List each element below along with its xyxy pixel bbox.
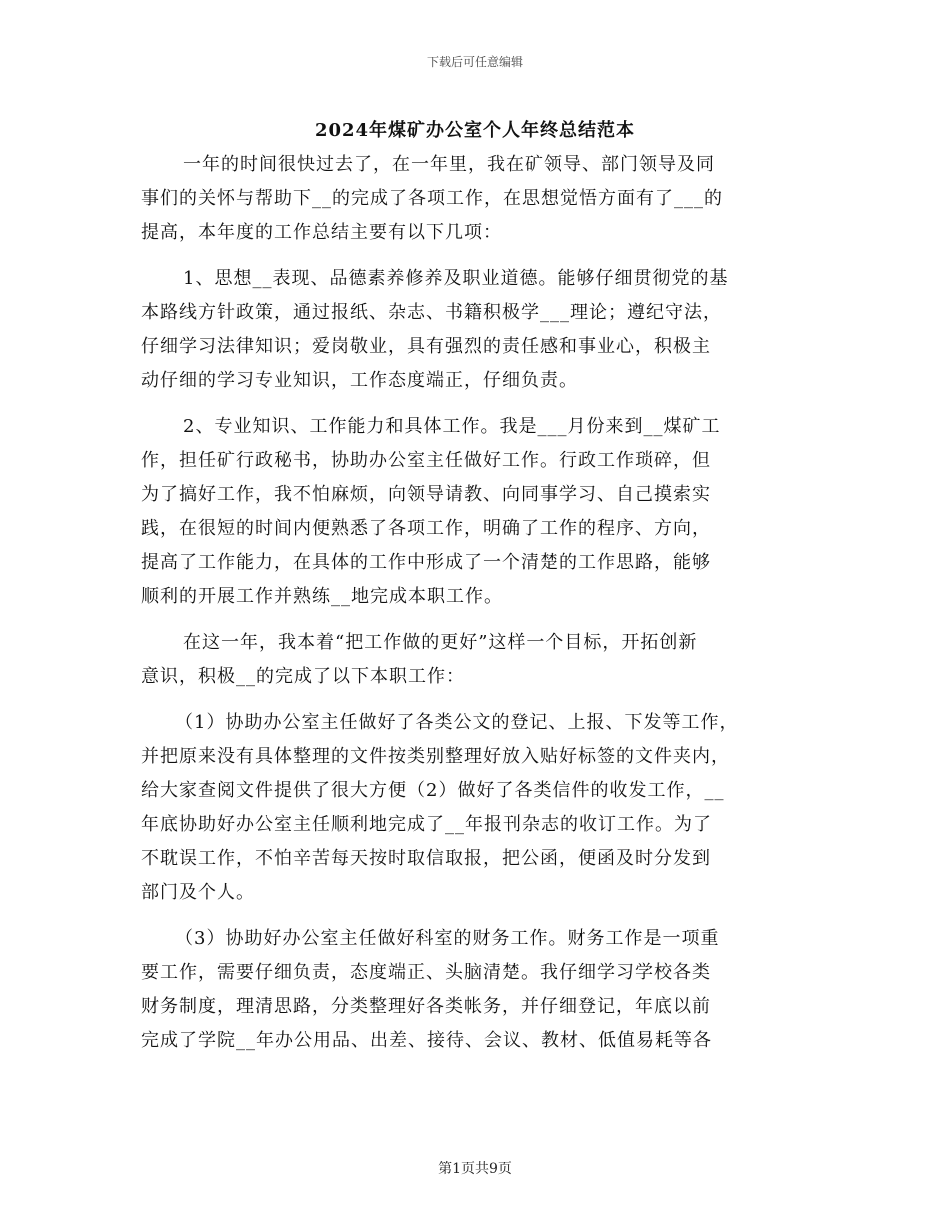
text-line: 部门及个人。 (141, 882, 255, 903)
text-line: 顺利的开展工作并熟练__地完成本职工作。 (141, 586, 503, 607)
text-line: 并把原来没有具体整理的文件按类别整理好放入贴好标签的文件夹内， (141, 746, 730, 767)
text-line: 动仔细的学习专业知识，工作态度端正，仔细负责。 (141, 370, 578, 391)
paragraph (141, 410, 811, 614)
paragraph (141, 922, 811, 1058)
text-line: 年底协助好办公室主任顺利地完成了__年报刊杂志的收订工作。为了 (141, 814, 712, 835)
text-line: 本路线方针政策，通过报纸、杂志、书籍积极学___理论；遵纪守法， (141, 302, 722, 323)
text-line: 2、专业知识、工作能力和具体工作。我是___月份来到__煤矿工 (183, 416, 721, 437)
document-body (141, 148, 811, 1058)
paragraph (141, 626, 811, 694)
text-line: 一年的时间很快过去了，在一年里，我在矿领导、部门领导及同 (183, 154, 715, 175)
text-line: 要工作，需要仔细负责，态度端正、头脑清楚。我仔细学习学校各类 (141, 962, 711, 983)
page-header-note: 下载后可任意编辑 (426, 55, 523, 69)
text-line: 在这一年，我本着“把工作做的更好”这样一个目标，开拓创新 (183, 632, 698, 653)
text-line: 给大家查阅文件提供了很大方便（2）做好了各类信件的收发工作，__ (141, 780, 725, 801)
page-number: 第1页共9页 (438, 1161, 512, 1177)
text-line: 为了搞好工作，我不怕麻烦，向领导请教、向同事学习、自己摸索实 (141, 484, 711, 505)
paragraph (141, 148, 811, 250)
text-line: 意识，积极__的完成了以下本职工作： (141, 666, 465, 687)
text-line: 事们的关怀与帮助下__的完成了各项工作，在思想觉悟方面有了___的 (141, 188, 723, 209)
text-line: 不耽误工作，不怕辛苦每天按时取信取报，把公函，便函及时分发到 (141, 848, 711, 869)
text-line: 完成了学院__年办公用品、出差、接待、会议、教材、低值易耗等各 (141, 1030, 712, 1051)
text-line: 提高，本年度的工作总结主要有以下几项： (141, 222, 502, 243)
text-line: 践，在很短的时间内便熟悉了各项工作，明确了工作的程序、方向， (141, 518, 711, 539)
text-line: 1、思想__表现、品德素养修养及职业道德。能够仔细贯彻党的基 (183, 268, 729, 289)
paragraph (141, 706, 811, 910)
text-line: 作，担任矿行政秘书，协助办公室主任做好工作。行政工作琐碎，但 (141, 450, 711, 471)
text-line: （1）协助办公室主任做好了各类公文的登记、上报、下发等工作， (175, 712, 739, 733)
paragraph (141, 262, 811, 398)
text-line: 财务制度，理清思路，分类整理好各类帐务，并仔细登记，年底以前 (141, 996, 711, 1017)
text-line: 提高了工作能力，在具体的工作中形成了一个清楚的工作思路，能够 (141, 552, 711, 573)
text-line: 仔细学习法律知识；爱岗敬业，具有强烈的责任感和事业心，积极主 (141, 336, 711, 357)
document-title: 2024年煤矿办公室个人年终总结范本 (314, 120, 636, 141)
text-line: （3）协助好办公室主任做好科室的财务工作。财务工作是一项重 (175, 928, 720, 949)
